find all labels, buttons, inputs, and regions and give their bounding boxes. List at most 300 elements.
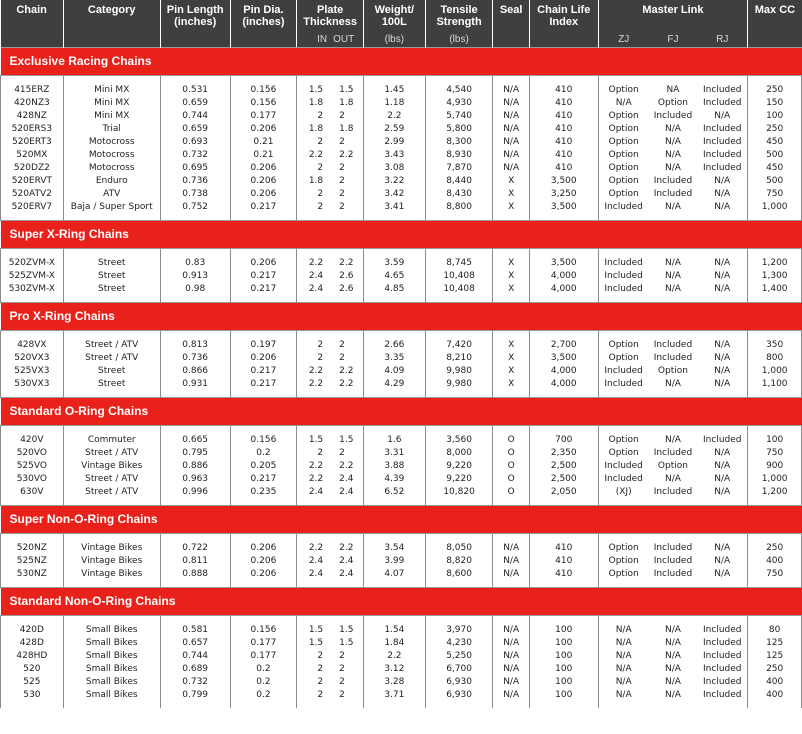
cell-tensile: 7,870	[425, 162, 493, 175]
cell-category: Motocross	[63, 136, 160, 149]
cell-master-link-fj: N/A	[664, 124, 681, 134]
cell-seal: O	[493, 426, 529, 448]
cell-plate-in: 2	[297, 201, 329, 221]
cell-master-link-fj: N/A	[664, 379, 681, 389]
cell-pin-dia: 0.206	[230, 123, 297, 136]
cell-plate-in: 1.8	[297, 123, 329, 136]
cell-tensile: 5,250	[425, 650, 493, 663]
cell-weight: 1.54	[364, 616, 426, 638]
table-row	[1, 663, 802, 676]
cell-max-cc: 250	[748, 663, 802, 676]
cell-chain: 630V	[1, 486, 64, 506]
cell-master-link-fj: N/A	[664, 664, 681, 674]
cell-plate-out: 2.4	[329, 473, 363, 486]
table-header	[1, 0, 802, 48]
header-tensile: Tensile Strength	[425, 0, 493, 32]
cell-tensile: 8,600	[425, 568, 493, 588]
cell-seal: O	[493, 447, 529, 460]
cell-master-link-rj: Included	[697, 162, 748, 175]
cell-max-cc: 900	[748, 460, 802, 473]
cell-plate-out: 2	[329, 331, 363, 353]
cell-plate-out: 2	[329, 201, 363, 221]
cell-tensile: 8,050	[425, 534, 493, 556]
header-seal: Seal	[493, 0, 529, 48]
section-header	[1, 506, 802, 534]
cell-pin-length: 0.866	[160, 365, 230, 378]
cell-pin-length: 0.888	[160, 568, 230, 588]
cell-plate-in: 2.4	[297, 555, 329, 568]
cell-master-link-rj: N/A	[697, 365, 748, 378]
cell-weight: 2.66	[364, 331, 426, 353]
cell-seal: X	[493, 352, 529, 365]
cell-seal: N/A	[493, 650, 529, 663]
header-max-cc: Max CC	[748, 0, 802, 48]
table-row	[1, 486, 802, 506]
cell-master-link-rj: Included	[697, 97, 748, 110]
cell-category: Mini MX	[63, 110, 160, 123]
cell-seal: N/A	[493, 136, 529, 149]
cell-category: Street / ATV	[63, 331, 160, 353]
cell-master-link-zj: Option	[598, 136, 649, 149]
cell-max-cc: 750	[748, 447, 802, 460]
cell-tensile: 9,220	[425, 473, 493, 486]
cell-chain: 520MX	[1, 149, 64, 162]
cell-plate-out: 2	[329, 689, 363, 708]
cell-max-cc: 1,200	[748, 249, 802, 271]
table-row	[1, 555, 802, 568]
cell-category: Street / ATV	[63, 447, 160, 460]
cell-master-link-zj: Included	[598, 283, 649, 303]
cell-chain: 520ERV7	[1, 201, 64, 221]
cell-seal: X	[493, 188, 529, 201]
cell-pin-dia: 0.156	[230, 97, 297, 110]
cell-chain: 520ATV2	[1, 188, 64, 201]
cell-tensile: 8,430	[425, 188, 493, 201]
cell-master-link-zj: Included	[598, 460, 649, 473]
cell-master-link-rj: Included	[697, 676, 748, 689]
cell-chain-life: 410	[529, 136, 598, 149]
cell-pin-length: 0.886	[160, 460, 230, 473]
cell-max-cc: 500	[748, 149, 802, 162]
cell-weight: 2.2	[364, 110, 426, 123]
cell-master-link-fj: Included	[653, 569, 693, 579]
cell-master-link-fj: N/A	[664, 271, 681, 281]
cell-chain-life: 410	[529, 555, 598, 568]
cell-plate-in: 2	[297, 162, 329, 175]
cell-master-link-zj: (XJ)	[598, 486, 649, 506]
cell-master-link-rj: Included	[697, 637, 748, 650]
cell-pin-length: 0.752	[160, 201, 230, 221]
section-title: Standard O-Ring Chains	[1, 398, 802, 426]
cell-master-link-fj: Included	[653, 340, 693, 350]
cell-plate-out: 2	[329, 188, 363, 201]
cell-chain-life: 3,500	[529, 201, 598, 221]
cell-seal: N/A	[493, 110, 529, 123]
cell-max-cc: 1,400	[748, 283, 802, 303]
table-row	[1, 616, 802, 638]
cell-max-cc: 400	[748, 555, 802, 568]
cell-seal: X	[493, 331, 529, 353]
cell-category: Vintage Bikes	[63, 555, 160, 568]
cell-tensile: 8,210	[425, 352, 493, 365]
cell-chain-life: 4,000	[529, 283, 598, 303]
cell-master-link-fj: Included	[653, 353, 693, 363]
table-row	[1, 352, 802, 365]
cell-plate-out: 1.5	[329, 76, 363, 98]
cell-seal: X	[493, 283, 529, 303]
cell-chain-life: 2,500	[529, 473, 598, 486]
cell-seal: N/A	[493, 76, 529, 98]
cell-category: Street	[63, 270, 160, 283]
cell-pin-dia: 0.217	[230, 365, 297, 378]
header-tensile-unit: (lbs)	[425, 32, 493, 48]
cell-master-link-zj: N/A	[598, 97, 649, 110]
cell-max-cc: 400	[748, 676, 802, 689]
cell-pin-dia: 0.177	[230, 650, 297, 663]
cell-chain-life: 410	[529, 97, 598, 110]
cell-category: Vintage Bikes	[63, 534, 160, 556]
cell-pin-dia: 0.206	[230, 249, 297, 271]
cell-chain: 530VX3	[1, 378, 64, 398]
table-row	[1, 447, 802, 460]
cell-seal: N/A	[493, 149, 529, 162]
header-rj: RJ	[697, 32, 748, 48]
cell-master-link-zj: Option	[598, 568, 649, 588]
cell-weight: 3.28	[364, 676, 426, 689]
table-row	[1, 162, 802, 175]
cell-pin-dia: 0.177	[230, 110, 297, 123]
cell-master-link-zj: N/A	[598, 689, 649, 708]
cell-pin-dia: 0.21	[230, 149, 297, 162]
cell-plate-out: 2	[329, 663, 363, 676]
cell-master-link-rj: Included	[697, 123, 748, 136]
cell-pin-length: 0.722	[160, 534, 230, 556]
cell-plate-out: 1.8	[329, 123, 363, 136]
cell-max-cc: 1,100	[748, 378, 802, 398]
cell-max-cc: 1,000	[748, 365, 802, 378]
cell-pin-length: 0.744	[160, 110, 230, 123]
section-header	[1, 398, 802, 426]
cell-weight: 4.09	[364, 365, 426, 378]
cell-chain-life: 100	[529, 637, 598, 650]
table-row	[1, 201, 802, 221]
cell-category: Mini MX	[63, 76, 160, 98]
cell-pin-dia: 0.2	[230, 447, 297, 460]
cell-master-link-zj: N/A	[598, 650, 649, 663]
cell-master-link-fj: N/A	[664, 284, 681, 294]
cell-chain: 525NZ	[1, 555, 64, 568]
table-row	[1, 175, 802, 188]
cell-pin-length: 0.732	[160, 149, 230, 162]
cell-pin-dia: 0.217	[230, 283, 297, 303]
cell-weight: 3.08	[364, 162, 426, 175]
cell-max-cc: 100	[748, 426, 802, 448]
cell-master-link-rj: N/A	[697, 473, 748, 486]
cell-master-link-zj: Included	[598, 378, 649, 398]
cell-plate-in: 1.5	[297, 637, 329, 650]
cell-tensile: 7,420	[425, 331, 493, 353]
cell-pin-dia: 0.206	[230, 534, 297, 556]
cell-seal: O	[493, 473, 529, 486]
cell-chain: 520DZ2	[1, 162, 64, 175]
cell-max-cc: 450	[748, 162, 802, 175]
cell-master-link-zj: Option	[598, 447, 649, 460]
cell-seal: X	[493, 201, 529, 221]
cell-pin-length: 0.738	[160, 188, 230, 201]
cell-max-cc: 1,000	[748, 201, 802, 221]
cell-seal: N/A	[493, 97, 529, 110]
cell-master-link-rj: Included	[697, 426, 748, 448]
cell-weight: 4.65	[364, 270, 426, 283]
cell-max-cc: 500	[748, 175, 802, 188]
cell-weight: 6.52	[364, 486, 426, 506]
cell-tensile: 4,930	[425, 97, 493, 110]
cell-plate-out: 2.6	[329, 270, 363, 283]
table-row	[1, 136, 802, 149]
cell-category: ATV	[63, 188, 160, 201]
cell-pin-dia: 0.2	[230, 663, 297, 676]
cell-pin-dia: 0.156	[230, 76, 297, 98]
cell-plate-in: 1.5	[297, 426, 329, 448]
cell-pin-dia: 0.205	[230, 460, 297, 473]
cell-plate-in: 2	[297, 676, 329, 689]
cell-seal: N/A	[493, 123, 529, 136]
cell-master-link-rj: N/A	[697, 331, 748, 353]
cell-chain: 525VO	[1, 460, 64, 473]
cell-master-link-fj: Option	[657, 366, 688, 376]
cell-master-link-zj: Option	[598, 555, 649, 568]
cell-category: Small Bikes	[63, 650, 160, 663]
cell-master-link-zj: Option	[598, 331, 649, 353]
cell-pin-dia: 0.206	[230, 162, 297, 175]
cell-plate-in: 1.8	[297, 175, 329, 188]
cell-pin-dia: 0.156	[230, 616, 297, 638]
cell-master-link-fj: Option	[657, 98, 688, 108]
section-title: Pro X-Ring Chains	[1, 303, 802, 331]
section-header	[1, 303, 802, 331]
cell-tensile: 8,800	[425, 201, 493, 221]
cell-max-cc: 750	[748, 568, 802, 588]
section-title: Super X-Ring Chains	[1, 221, 802, 249]
cell-master-link-fj: N/A	[664, 625, 681, 635]
cell-master-link-zj: Included	[598, 270, 649, 283]
cell-tensile: 3,970	[425, 616, 493, 638]
cell-pin-length: 0.732	[160, 676, 230, 689]
cell-master-link-fj: Option	[657, 461, 688, 471]
cell-max-cc: 250	[748, 76, 802, 98]
cell-chain-life: 2,050	[529, 486, 598, 506]
cell-plate-in: 2	[297, 447, 329, 460]
table-row	[1, 473, 802, 486]
cell-tensile: 6,930	[425, 689, 493, 708]
cell-master-link-zj: Included	[598, 473, 649, 486]
cell-category: Small Bikes	[63, 676, 160, 689]
cell-weight: 3.88	[364, 460, 426, 473]
cell-chain: 420D	[1, 616, 64, 638]
cell-chain: 428NZ	[1, 110, 64, 123]
cell-weight: 3.12	[364, 663, 426, 676]
cell-pin-length: 0.689	[160, 663, 230, 676]
cell-chain: 525VX3	[1, 365, 64, 378]
cell-master-link-zj: Option	[598, 162, 649, 175]
cell-plate-in: 2	[297, 352, 329, 365]
cell-master-link-zj: Option	[598, 76, 649, 98]
cell-tensile: 10,408	[425, 283, 493, 303]
cell-plate-out: 2.2	[329, 534, 363, 556]
cell-chain: 428D	[1, 637, 64, 650]
cell-master-link-rj: N/A	[697, 555, 748, 568]
cell-max-cc: 400	[748, 689, 802, 708]
cell-master-link-fj: Included	[653, 487, 693, 497]
cell-plate-out: 2	[329, 136, 363, 149]
cell-tensile: 8,930	[425, 149, 493, 162]
cell-plate-out: 2.4	[329, 555, 363, 568]
cell-plate-out: 2.2	[329, 365, 363, 378]
cell-chain: 520ERS3	[1, 123, 64, 136]
cell-master-link-fj: N/A	[664, 150, 681, 160]
cell-pin-length: 0.98	[160, 283, 230, 303]
cell-chain-life: 4,000	[529, 270, 598, 283]
cell-tensile: 5,740	[425, 110, 493, 123]
cell-max-cc: 1,200	[748, 486, 802, 506]
cell-max-cc: 1,300	[748, 270, 802, 283]
table-row	[1, 123, 802, 136]
cell-chain-life: 3,500	[529, 352, 598, 365]
cell-tensile: 6,930	[425, 676, 493, 689]
cell-pin-dia: 0.2	[230, 676, 297, 689]
cell-plate-out: 2.4	[329, 568, 363, 588]
cell-plate-in: 2.2	[297, 149, 329, 162]
cell-chain-life: 410	[529, 162, 598, 175]
cell-weight: 3.42	[364, 188, 426, 201]
cell-max-cc: 800	[748, 352, 802, 365]
cell-chain: 520ZVM-X	[1, 249, 64, 271]
cell-category: Vintage Bikes	[63, 568, 160, 588]
cell-pin-length: 0.963	[160, 473, 230, 486]
table-row	[1, 331, 802, 353]
cell-chain-life: 100	[529, 689, 598, 708]
cell-pin-dia: 0.206	[230, 188, 297, 201]
cell-plate-in: 2.2	[297, 365, 329, 378]
cell-chain: 428VX	[1, 331, 64, 353]
cell-seal: N/A	[493, 616, 529, 638]
section-header	[1, 588, 802, 616]
cell-plate-in: 2.2	[297, 534, 329, 556]
cell-plate-out: 2	[329, 110, 363, 123]
table-row	[1, 650, 802, 663]
cell-max-cc: 350	[748, 331, 802, 353]
cell-master-link-rj: Included	[697, 650, 748, 663]
cell-chain-life: 2,350	[529, 447, 598, 460]
cell-category: Street	[63, 365, 160, 378]
cell-master-link-zj: Option	[598, 426, 649, 448]
cell-chain: 530NZ	[1, 568, 64, 588]
cell-category: Baja / Super Sport	[63, 201, 160, 221]
cell-chain: 415ERZ	[1, 76, 64, 98]
cell-seal: N/A	[493, 637, 529, 650]
cell-plate-out: 1.5	[329, 426, 363, 448]
cell-category: Motocross	[63, 149, 160, 162]
cell-master-link-fj: N/A	[664, 258, 681, 268]
cell-pin-length: 0.996	[160, 486, 230, 506]
table-row	[1, 676, 802, 689]
cell-chain: 420V	[1, 426, 64, 448]
cell-pin-dia: 0.206	[230, 568, 297, 588]
header-fj: FJ	[649, 32, 698, 48]
cell-master-link-rj: N/A	[697, 534, 748, 556]
cell-chain: 530VO	[1, 473, 64, 486]
table-row	[1, 460, 802, 473]
cell-master-link-fj: Included	[653, 543, 693, 553]
table-row	[1, 249, 802, 271]
cell-pin-length: 0.931	[160, 378, 230, 398]
cell-max-cc: 150	[748, 97, 802, 110]
cell-master-link-zj: Option	[598, 149, 649, 162]
cell-master-link-zj: Included	[598, 365, 649, 378]
cell-tensile: 8,820	[425, 555, 493, 568]
cell-pin-length: 0.657	[160, 637, 230, 650]
cell-weight: 1.45	[364, 76, 426, 98]
cell-master-link-rj: N/A	[697, 110, 748, 123]
cell-master-link-fj: Included	[653, 448, 693, 458]
cell-chain: 420NZ3	[1, 97, 64, 110]
cell-master-link-zj: Included	[598, 201, 649, 221]
cell-master-link-rj: N/A	[697, 249, 748, 271]
cell-tensile: 4,230	[425, 637, 493, 650]
cell-plate-in: 2.4	[297, 568, 329, 588]
cell-tensile: 8,000	[425, 447, 493, 460]
cell-plate-out: 2	[329, 650, 363, 663]
section-title: Super Non-O-Ring Chains	[1, 506, 802, 534]
cell-pin-dia: 0.217	[230, 270, 297, 283]
cell-chain: 530ZVM-X	[1, 283, 64, 303]
cell-chain-life: 410	[529, 149, 598, 162]
cell-tensile: 10,408	[425, 270, 493, 283]
cell-weight: 3.31	[364, 447, 426, 460]
cell-seal: X	[493, 365, 529, 378]
cell-weight: 4.29	[364, 378, 426, 398]
cell-chain-life: 100	[529, 650, 598, 663]
cell-weight: 3.22	[364, 175, 426, 188]
cell-chain: 520ERT3	[1, 136, 64, 149]
cell-chain: 520ERVT	[1, 175, 64, 188]
cell-pin-length: 0.913	[160, 270, 230, 283]
cell-plate-out: 1.8	[329, 97, 363, 110]
cell-plate-out: 1.5	[329, 637, 363, 650]
cell-plate-in: 2	[297, 663, 329, 676]
cell-tensile: 6,700	[425, 663, 493, 676]
table-row	[1, 365, 802, 378]
cell-tensile: 10,820	[425, 486, 493, 506]
cell-category: Street	[63, 283, 160, 303]
cell-weight: 3.41	[364, 201, 426, 221]
cell-pin-length: 0.693	[160, 136, 230, 149]
cell-chain-life: 410	[529, 534, 598, 556]
cell-master-link-zj: N/A	[598, 616, 649, 638]
cell-plate-in: 1.5	[297, 616, 329, 638]
cell-plate-in: 2	[297, 110, 329, 123]
cell-seal: N/A	[493, 676, 529, 689]
cell-category: Motocross	[63, 162, 160, 175]
cell-max-cc: 125	[748, 650, 802, 663]
cell-pin-length: 0.581	[160, 616, 230, 638]
cell-tensile: 4,540	[425, 76, 493, 98]
header-weight: Weight/ 100L	[364, 0, 426, 32]
section-header	[1, 48, 802, 76]
cell-pin-dia: 0.197	[230, 331, 297, 353]
cell-chain: 520	[1, 663, 64, 676]
cell-weight: 2.59	[364, 123, 426, 136]
